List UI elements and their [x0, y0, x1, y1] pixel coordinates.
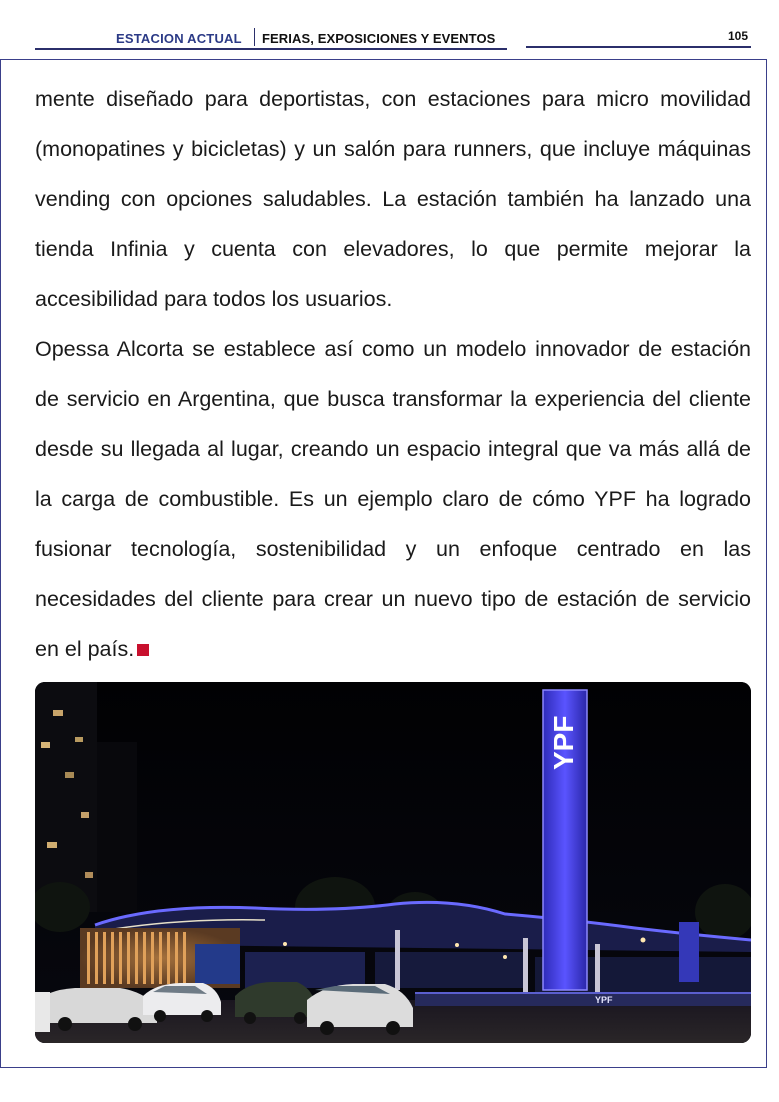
fence: [415, 992, 751, 1006]
page-frame-left: [0, 59, 1, 1068]
page-frame-top: [0, 59, 767, 60]
body-paragraph-2: [35, 324, 751, 674]
body-paragraph-1: [35, 74, 751, 324]
fence-sign-text: YPF: [595, 995, 613, 1005]
end-of-article-mark: [137, 644, 149, 656]
ypf-tower: [543, 690, 587, 990]
small-pylon: [679, 922, 699, 982]
photo-illustration: [35, 682, 751, 1043]
tower-sign-text: YPF: [548, 715, 579, 770]
page-frame-bottom: [0, 1067, 767, 1068]
section-title: ESTACION ACTUAL: [116, 31, 242, 46]
category-title: FERIAS, EXPOSICIONES Y EVENTOS: [262, 31, 496, 46]
paragraph-1-text: mente diseñado para deportistas, con estaciones para micro movilidad (monopatines y bicicletas) y un salón para runners, que incluye máquinas vending con opciones saludables. La estación también ha lanzado una tienda Infinia y cuenta con elevadores, lo que permite mejorar la accesibilidad para todos los usuarios.: [35, 87, 751, 311]
header-rule-left: [35, 48, 507, 50]
page-number: 105: [728, 29, 749, 43]
paragraph-2-text: Opessa Alcorta se establece así como un modelo innovador de estación de servicio en Argentina, que busca transformar la experiencia del cliente desde su llegada al lugar, creando un espacio integral que va más allá de la carga de combustible. Es un ejemplo claro de cómo YPF ha logrado fusionar tecnología, sostenibilidad y un enfoque centrado en las necesidades del cliente para crear un nuevo tipo de estación de servicio en el país.: [35, 337, 751, 661]
header-rule-right: [526, 46, 751, 48]
station-night-photo: [35, 682, 751, 1043]
header-separator: [254, 28, 255, 46]
page-frame-right: [766, 59, 767, 1068]
